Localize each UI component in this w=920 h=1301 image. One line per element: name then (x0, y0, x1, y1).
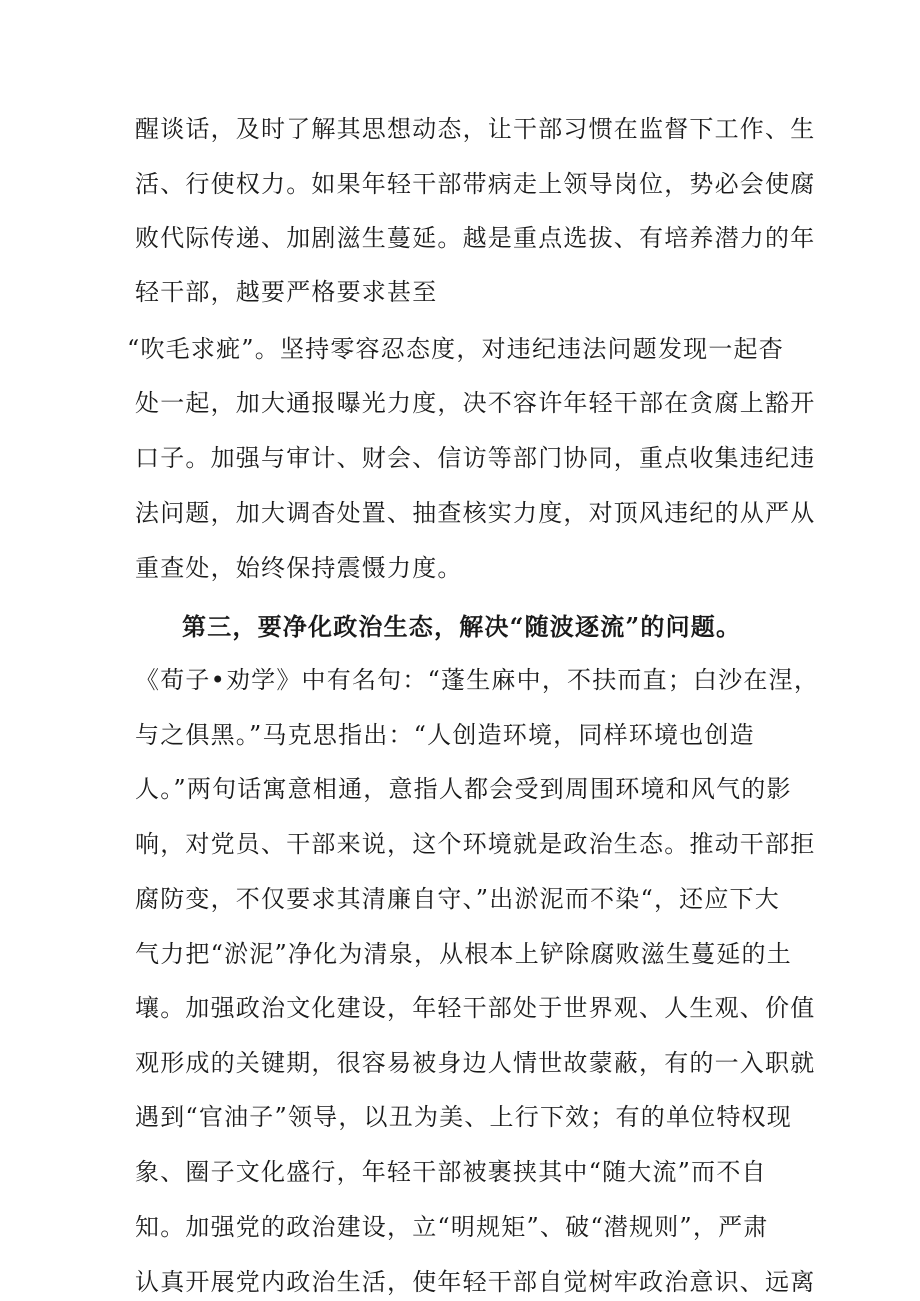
text-line: 醒谈话，及时了解其思想动态，让干部习惯在监督下工作、生 (135, 115, 816, 143)
text-line: 壤。加强政治文化建设，年轻干部处于世界观、人生观、价值 (135, 994, 816, 1022)
text-line: 重查处，始终保持震慑力度。 (135, 554, 463, 582)
text-line: 象、圈子文化盛行，年轻干部被裹挟其中“随大流”而不自 (135, 1158, 767, 1186)
text-line: 气力把“淤泥”净化为清泉，从根本上铲除腐败滋生蔓延的土 (135, 940, 792, 968)
text-line: 认真开展党内政治生活，使年轻干部自觉树牢政治意识、远离 (135, 1268, 816, 1296)
text-line: 腐防变，不仅要求其清廉自守、”出淤泥而不染“，还应下大 (135, 885, 780, 913)
text-line: 处一起，加大通报曝光力度，决不容许年轻干部在贪腐上豁开 (135, 389, 816, 417)
text-line: 败代际传递、加剧滋生蔓延。越是重点选拔、有培养潜力的年 (135, 224, 816, 252)
text-line: “吹毛求疵”。坚持零容忍态度，对违纪违法问题发现一起杳 (127, 335, 784, 363)
text-line: 观形成的关键期，很容易被身边人情世故蒙蔽，有的一入职就 (135, 1049, 816, 1077)
text-line: 法问题，加大调杳处置、抽查核实力度，对顶风违纪的从严从 (135, 499, 816, 527)
text-line: 知。加强党的政治建设，立“明规矩”、破“潜规则”，严肃 (135, 1213, 769, 1241)
text-line: 响，对党员、干部来说，这个环境就是政治生态。推动干部拒 (135, 830, 816, 858)
text-line: 人。”两句话寓意相通，意指人都会受到周围环境和风气的影 (135, 775, 792, 803)
text-line: 轻干部，越要严格要求甚至 (135, 278, 438, 306)
text-line: 遇到“官油子”领导，以丑为美、上行下效；有的单位特权现 (135, 1103, 792, 1131)
section-heading: 第三，要净化政治生态，解决“随波逐流”的问题。 (182, 612, 742, 641)
text-line: 活、行使权力。如果年轻干部带病走上领导岗位，势必会使腐 (135, 170, 816, 198)
text-line: 与之俱黑。”马克思指出：“人创造环境，同样环境也创造 (135, 721, 755, 749)
text-line: 口子。加强与审计、财会、信访等部门协同，重点收集违纪违 (135, 444, 816, 472)
text-line: 《荀子•劝学》中有名句：“蓬生麻中，不扶而直；白沙在涅， (135, 666, 820, 694)
